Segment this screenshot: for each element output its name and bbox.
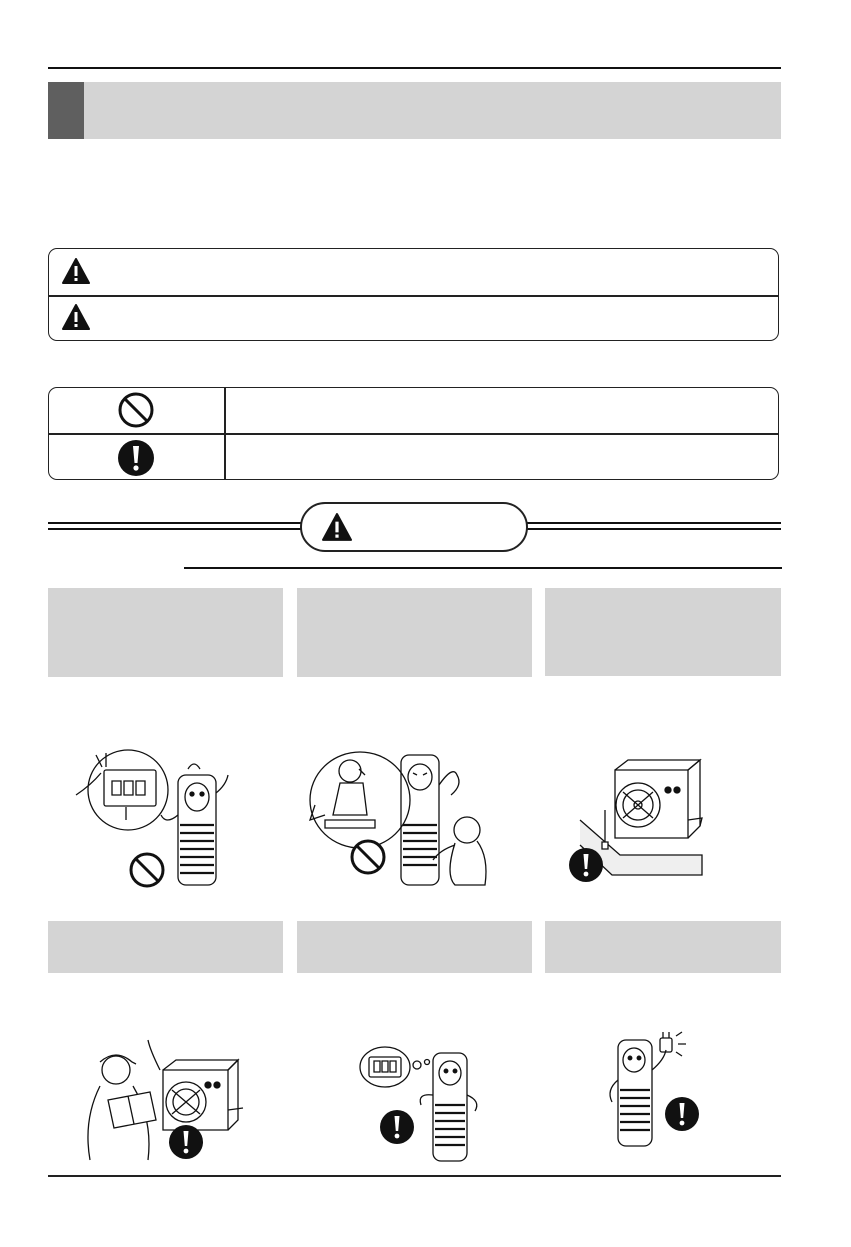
symbol-column-divider [224,388,226,479]
panel-caption-box [48,588,283,677]
panel-caption [48,588,283,608]
panel-caption [545,588,781,608]
banner-line-left-top [48,522,303,524]
section-header-tab [48,82,84,139]
mandatory-icon [569,848,603,882]
panel-caption-box [48,921,283,973]
panel-caption-box [297,921,532,973]
mandatory-icon [380,1110,414,1144]
outdoor-unit-ground-illustration [560,760,710,885]
caution-triangle-icon [62,304,90,330]
warning-triangle-icon [62,258,90,284]
top-rule [48,67,781,69]
mandatory-icon [116,438,156,478]
banner-line-left-bottom [48,528,303,530]
panel-caption-box [545,921,781,973]
outdoor-switch-hazard-illustration [66,745,246,890]
phone-call-repair-illustration [305,745,505,890]
bottom-rule [48,1175,781,1177]
panel-caption-box [545,588,781,676]
prohibited-icon [131,854,163,886]
section-sub-rule [184,567,782,569]
banner-line-right-top [526,522,781,524]
banner-line-right-bottom [526,528,781,530]
panel-caption [48,921,283,941]
legend-divider [49,295,779,297]
mandatory-icon [665,1097,699,1131]
unit-with-plug-illustration [604,1030,714,1148]
symbol-row-divider [49,433,779,435]
prohibited-icon [352,841,384,873]
installer-with-manual-illustration [78,1030,248,1162]
dedicated-breaker-illustration [355,1045,495,1163]
panel-caption-box [297,588,532,677]
panel-caption [545,921,781,941]
section-header-bar [48,82,781,139]
panel-caption [297,588,532,608]
mandatory-icon [169,1125,203,1159]
panel-caption [297,921,532,941]
prohibited-icon [117,391,155,429]
warning-triangle-icon [322,513,352,541]
